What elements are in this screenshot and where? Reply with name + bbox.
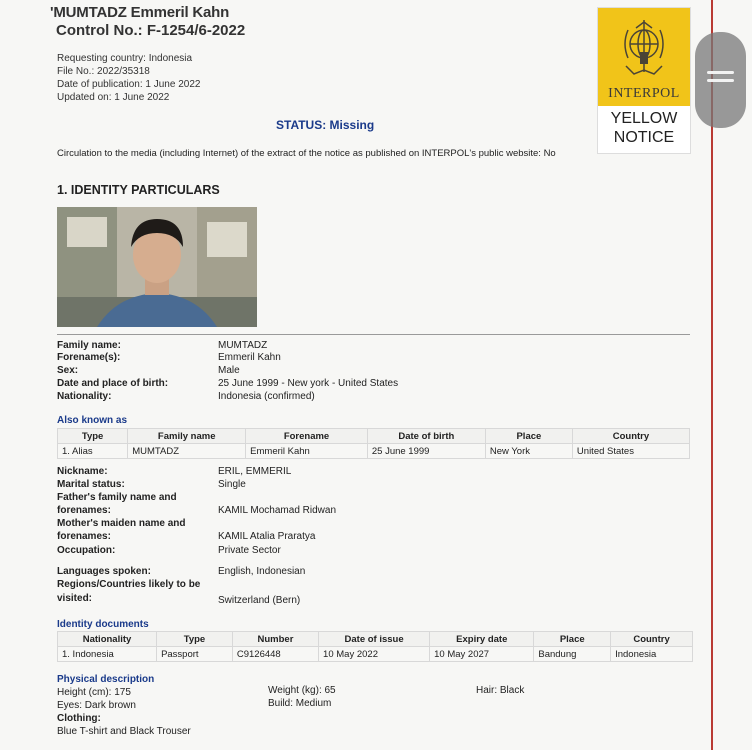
value-sex: Male <box>218 365 240 376</box>
aka-header: Type <box>58 429 128 444</box>
table-header-row <box>58 632 693 647</box>
aka-header: Date of birth <box>367 429 485 444</box>
status-badge: STATUS: Missing <box>276 118 375 132</box>
docs-cell: 10 May 2027 <box>430 647 534 662</box>
label-father-forenames: forenames: <box>57 505 111 516</box>
aka-table <box>57 428 690 459</box>
hamburger-icon <box>707 71 734 74</box>
label-mother: Mother's maiden name and <box>57 518 186 529</box>
docs-cell: Bandung <box>534 647 611 662</box>
value-marital-status: Single <box>218 479 246 490</box>
notice-type-label: NOTICE <box>613 129 675 146</box>
section-identity-title: 1. IDENTITY PARTICULARS <box>57 183 220 197</box>
aka-header: Country <box>572 429 689 444</box>
docs-header: Date of issue <box>319 632 430 647</box>
docs-header: Place <box>534 632 611 647</box>
value-birth: 25 June 1999 - New york - United States <box>218 378 399 389</box>
hamburger-icon <box>707 79 734 82</box>
interpol-emblem-icon <box>598 8 690 86</box>
aka-title: Also known as <box>57 415 128 426</box>
table-header-row <box>58 429 690 444</box>
logo-yellow-panel <box>598 8 690 106</box>
value-family-name: MUMTADZ <box>218 340 268 351</box>
aka-cell: New York <box>485 444 572 459</box>
person-photo-icon <box>57 207 257 327</box>
aka-cell: 1. Alias <box>58 444 128 459</box>
circulation-note: Circulation to the media (including Internet) of the extract of the notice as published on INTERPOL's public website: No <box>57 148 556 159</box>
label-nickname: Nickname: <box>57 466 108 477</box>
aka-cell: Emmeril Kahn <box>246 444 368 459</box>
docs-cell: 10 May 2022 <box>319 647 430 662</box>
docs-cell: Passport <box>157 647 233 662</box>
aka-cell: MUMTADZ <box>128 444 246 459</box>
label-languages: Languages spoken: <box>57 566 151 577</box>
value-nationality: Indonesia (confirmed) <box>218 391 315 402</box>
date-of-publication: Date of publication: 1 June 2022 <box>57 79 201 90</box>
subject-name: 'MUMTADZ Emmeril Kahn <box>50 4 230 21</box>
aka-cell: United States <box>572 444 689 459</box>
interpol-logo <box>597 7 691 154</box>
height-value: Height (cm): 175 <box>57 687 131 698</box>
aka-header: Forename <box>246 429 368 444</box>
clothing-value: Blue T-shirt and Black Trouser <box>57 726 191 737</box>
label-forenames: Forename(s): <box>57 352 121 363</box>
docs-cell: 1. Indonesia <box>58 647 157 662</box>
value-visited: Switzerland (Bern) <box>218 595 301 606</box>
label-birth: Date and place of birth: <box>57 378 169 389</box>
label-marital-status: Marital status: <box>57 479 125 490</box>
label-visited: visited: <box>57 593 93 604</box>
notice-color-label: YELLOW <box>610 110 678 127</box>
physical-title: Physical description <box>57 674 155 685</box>
requesting-country: Requesting country: Indonesia <box>57 53 193 64</box>
docs-table <box>57 631 693 662</box>
aka-cell: 25 June 1999 <box>367 444 485 459</box>
hair-value: Hair: Black <box>476 685 525 696</box>
control-number: Control No.: F-1254/6-2022 <box>56 22 246 39</box>
value-father: KAMIL Mochamad Ridwan <box>218 505 337 516</box>
aka-header: Family name <box>128 429 246 444</box>
section-divider <box>57 334 690 335</box>
eyes-value: Eyes: Dark brown <box>57 700 136 711</box>
subject-photo <box>57 207 257 327</box>
table-row <box>58 647 693 662</box>
menu-button[interactable] <box>695 32 746 128</box>
table-row <box>58 444 690 459</box>
updated-on: Updated on: 1 June 2022 <box>57 92 170 103</box>
weight-value: Weight (kg): 65 <box>268 685 336 696</box>
label-sex: Sex: <box>57 365 79 376</box>
label-nationality: Nationality: <box>57 391 112 402</box>
docs-title: Identity documents <box>57 619 149 630</box>
label-father: Father's family name and <box>57 492 177 503</box>
build-value: Build: Medium <box>268 698 332 709</box>
aka-header: Place <box>485 429 572 444</box>
docs-cell: Indonesia <box>611 647 693 662</box>
docs-header: Type <box>157 632 233 647</box>
value-mother: KAMIL Atalia Praratya <box>218 531 316 542</box>
value-occupation: Private Sector <box>218 545 281 556</box>
docs-header: Nationality <box>58 632 157 647</box>
label-regions: Regions/Countries likely to be <box>57 579 201 590</box>
docs-header: Expiry date <box>430 632 534 647</box>
file-number: File No.: 2022/35318 <box>57 66 150 77</box>
docs-cell: C9126448 <box>232 647 318 662</box>
label-mother-forenames: forenames: <box>57 531 111 542</box>
value-forenames: Emmeril Kahn <box>218 352 281 363</box>
value-languages: English, Indonesian <box>218 566 306 577</box>
interpol-wordmark: INTERPOL <box>608 86 680 101</box>
docs-header: Country <box>611 632 693 647</box>
value-nickname: ERIL, EMMERIL <box>218 466 292 477</box>
label-occupation: Occupation: <box>57 545 116 556</box>
docs-header: Number <box>232 632 318 647</box>
clothing-label: Clothing: <box>57 713 101 724</box>
label-family-name: Family name: <box>57 340 121 351</box>
